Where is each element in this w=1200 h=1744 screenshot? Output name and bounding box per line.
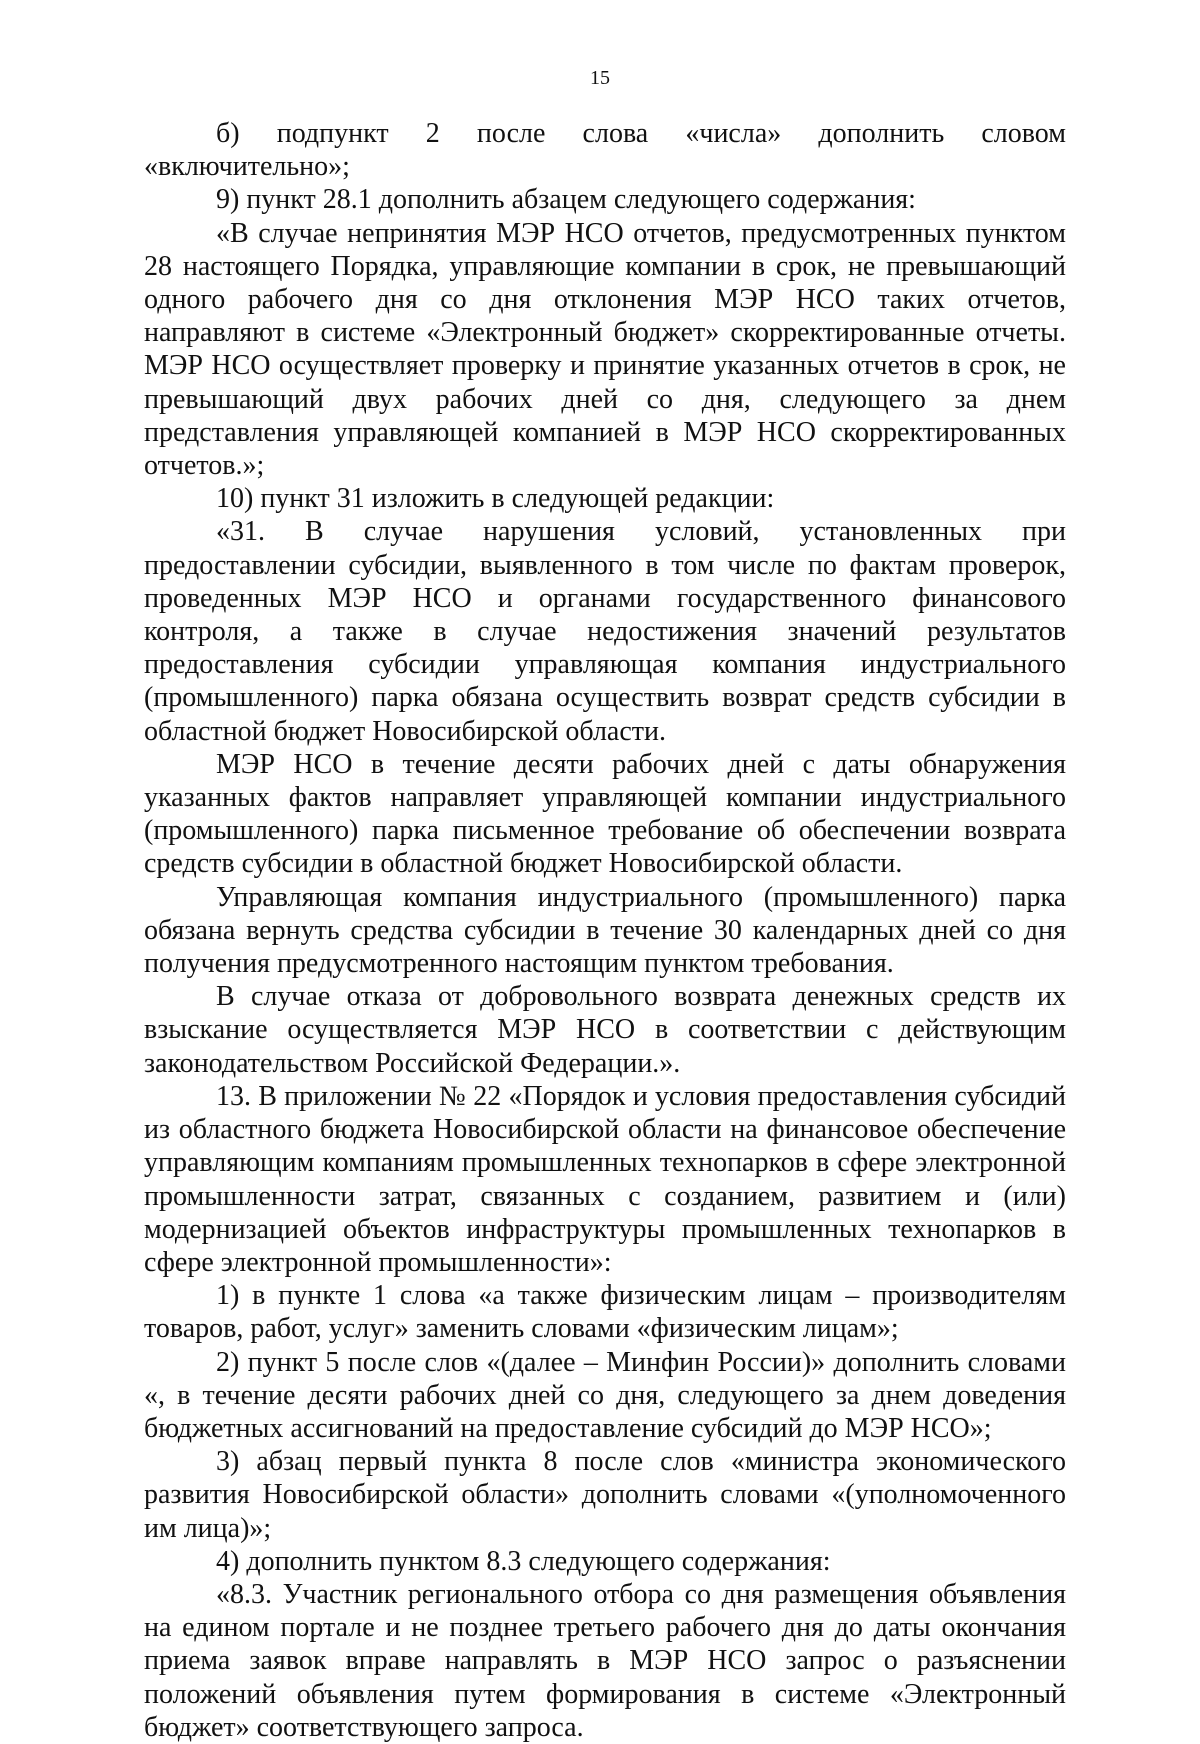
paragraph-return-subsidy: Управляющая компания индустриального (промышленного) парка обязана вернуть средства субсидии в течение 30 календарных дней со дня получения предусмотренного настоящим пунктом требования. — [144, 881, 1066, 980]
paragraph-subitem-4: 4) дополнить пунктом 8.3 следующего содержания: — [216, 1545, 831, 1577]
paragraph-item-8-3-text: «8.3. Участник регионального отбора со дня размещения объявления на едином портале и не позднее третьего рабочего дня до даты окончания приема заявок вправе направлять в МЭР НСО запрос о разъяснении положений объявления путем формирования в системе «Электронный бюджет» соответствующего запроса. — [144, 1578, 1066, 1743]
paragraph-item-10: 10) пункт 31 изложить в следующей редакции: — [216, 483, 775, 515]
paragraph-subitem-3: 3) абзац первый пункта 8 после слов «министра экономического развития Новосибирской области» дополнить словами «(уполномоченного им лица)»; — [144, 1446, 1066, 1544]
paragraph-item-9: 9) пункт 28.1 дополнить абзацем следующего содержания: — [216, 184, 916, 216]
document-body — [144, 117, 1066, 1744]
paragraph-subitem-1: 1) в пункте 1 слова «а также физическим лицам – производителям товаров, работ, услуг» заменить словами «физическим лицам»; — [144, 1280, 1066, 1345]
page-number: 15 — [590, 67, 610, 89]
paragraph-subitem-b: б) подпункт 2 после слова «числа» дополнить словом «включительно»; — [144, 118, 1066, 183]
paragraph-item-31-text: «31. В случае нарушения условий, установленных при предоставлении субсидии, выявленного в том числе по фактам проверок, проведенных МЭР НСО и органами государственного финансового контроля, а также в случае недостижения значений результатов предоставления субсидии управляющая компания индустриального (промышленного) парка обязана осуществить возврат средств субсидии в областной бюджет Новосибирской области. — [144, 516, 1066, 747]
paragraph-subitem-2: 2) пункт 5 после слов «(далее – Минфин России)» дополнить словами «, в течение десяти рабочих дней со дня, следующего за днем доведения бюджетных ассигнований на предоставление субсидий до МЭР НСО»; — [144, 1346, 1066, 1444]
paragraph-item-13: 13. В приложении № 22 «Порядок и условия предоставления субсидий из областного бюджета Новосибирской области на финансовое обеспечение управляющим компаниям промышленных технопарков в сфере электронной промышленности затрат, связанных с созданием, развитием и (или) модернизацией объектов инфраструктуры промышленных технопарков в сфере электронной промышленности»: — [144, 1080, 1066, 1278]
paragraph-mer-nso-requirement: МЭР НСО в течение десяти рабочих дней с даты обнаружения указанных фактов направляет управляющей компании индустриального (промышленного) парка письменное требование об обеспечении возврата средств субсидии в областной бюджет Новосибирской области. — [144, 748, 1066, 880]
paragraph-refusal-return: В случае отказа от добровольного возврата денежных средств их взыскание осуществляется МЭР НСО в соответствии с действующим законодательством Российской Федерации.». — [144, 981, 1066, 1079]
paragraph-item-28-1-text: «В случае непринятия МЭР НСО отчетов, предусмотренных пунктом 28 настоящего Порядка, управляющие компании в срок, не превышающий одного рабочего дня со дня отклонения МЭР НСО таких отчетов, направляют в системе «Электронный бюджет» скорректированные отчеты. МЭР НСО осуществляет проверку и принятие указанных отчетов в срок, не превышающий двух рабочих дней со дня, следующего за днем представления управляющей компанией в МЭР НСО скорректированных отчетов.»; — [144, 217, 1066, 482]
